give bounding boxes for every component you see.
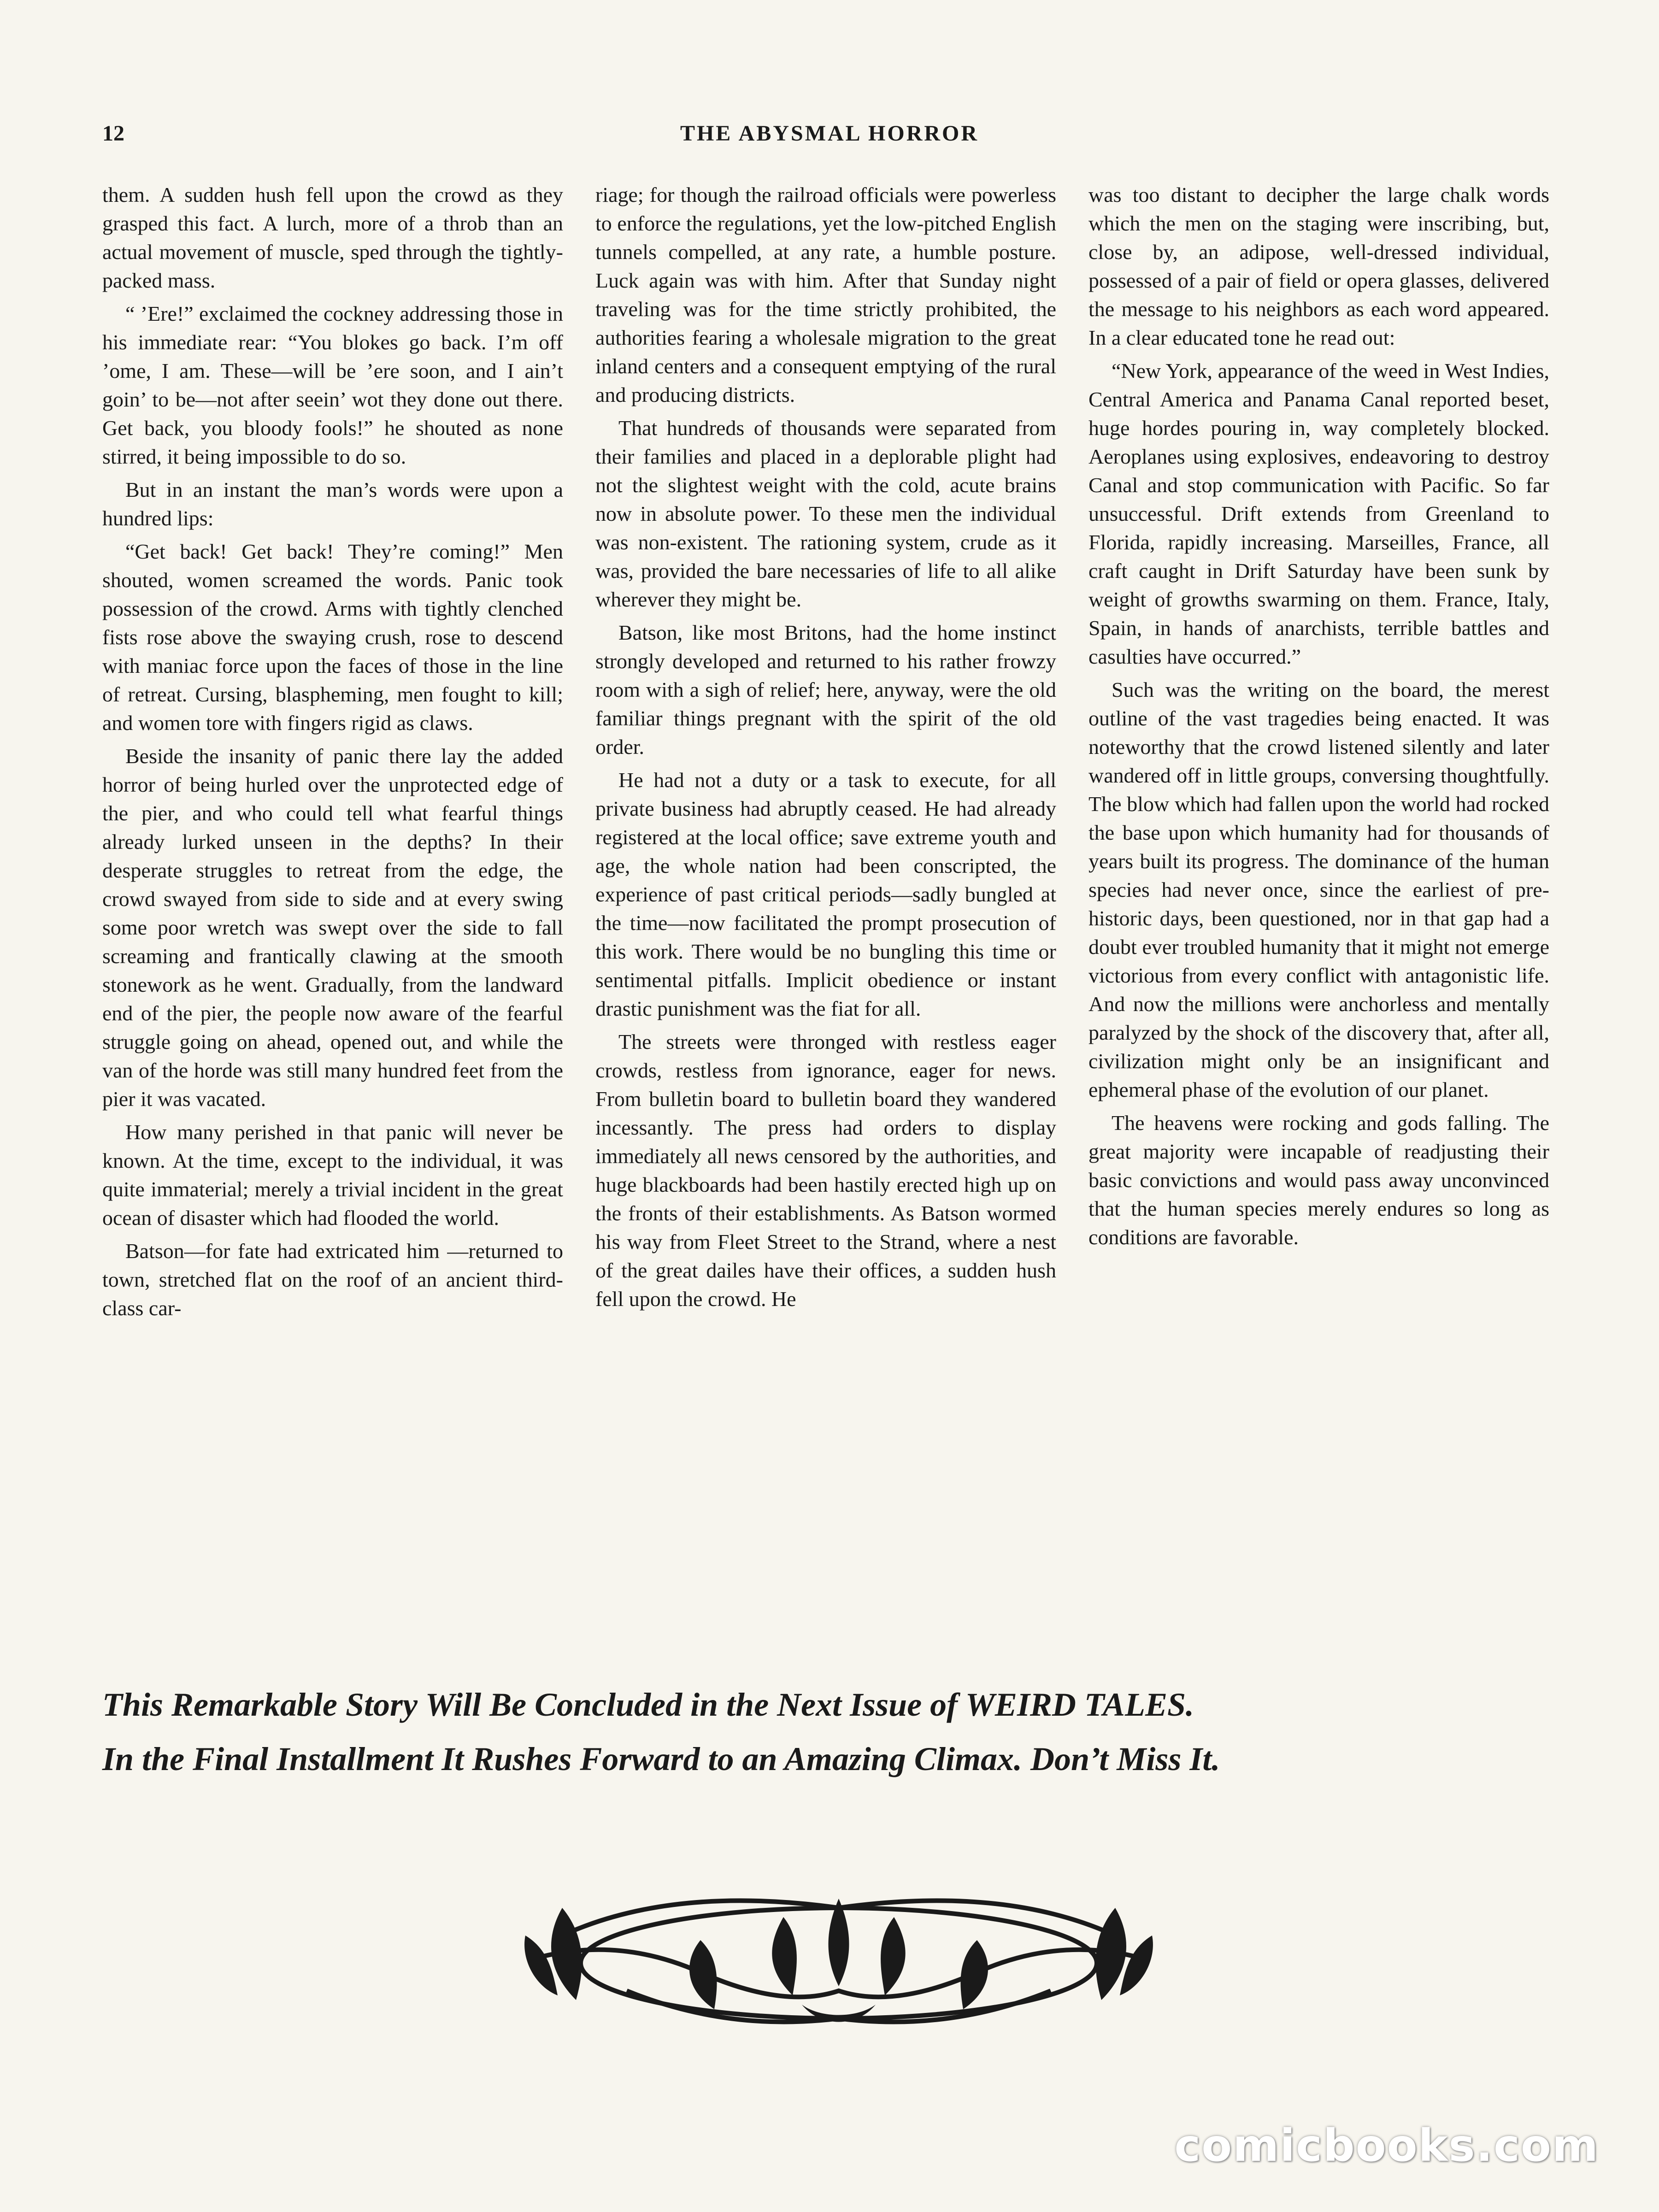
notice-line-2: In the Final Installment It Rushes Forward to an Amazing Climax. Don’t Miss It.	[102, 1741, 1220, 1777]
paragraph: But in an instant the man’s words were upon a hundred lips:	[102, 478, 563, 530]
paragraph: “New York, appearance of the weed in West Indies, Central America and Panama Canal reported beset, huge hordes pouring in, way completely blocked. Aeroplanes using explosives, endeavoring to destroy Canal and stop communication with Pacific. So far unsuccessful. Drift extends from Greenland to Florida, rapidly increasing. Marseilles, France, all craft caught in Drift Saturday have been sunk by weight of growths swarming on them. France, Italy, Spain, in hands of anarchists, terrible battles and casulties have occurred.”	[1088, 359, 1549, 668]
paragraph: Beside the insanity of panic there lay the added horror of being hurled over the unprotected edge of the pier, and who could tell what fearful things already lurked unseen in the depths? In their desperate struggles to retreat from the edge, the crowd swayed from side to side and at every swing some poor wretch was swept over the side to fall screaming and frantically clawing at the smooth stonework as he went. Gradually, from the landward end of the pier, the people now aware of the fearful struggle going on ahead, opened out, and while the van of the horde was still many hundred feet from the pier it was vacated.	[102, 744, 563, 1111]
paragraph: How many perished in that panic will never be known. At the time, except to the individual, it was quite immaterial; merely a trivial incident in the great ocean of disaster which had flooded the world.	[102, 1120, 563, 1230]
page-number: 12	[102, 121, 124, 146]
floral-ornament-icon	[507, 1880, 1171, 2037]
column-2	[595, 181, 1056, 1327]
column-1	[102, 181, 563, 1327]
article-body	[102, 181, 1549, 1327]
paragraph: He had not a duty or a task to execute, for all private business had abruptly ceased. He had already registered at the local office; save extreme youth and age, the whole nation had been conscripted, the experience of past critical periods—sadly bungled at the time—now facilitated the prompt prosecution of this work. There would be no bungling this time or sentimental pitfalls. Implicit obedience or instant drastic punishment was the fiat for all.	[595, 768, 1056, 1020]
paragraph: them. A sudden hush fell upon the crowd as they grasped this fact. A lurch, more of a throb than an actual movement of muscle, sped through the tightly-packed mass.	[102, 183, 563, 292]
paragraph: was too distant to decipher the large chalk words which the men on the staging were inscribing, but, close by, an adipose, well-dressed individual, possessed of a pair of field or opera glasses, delivered the message to his neighbors as each word appeared. In a clear educated tone he read out:	[1088, 183, 1549, 349]
paragraph: Batson, like most Britons, had the home instinct strongly developed and returned to his rather frowzy room with a sigh of relief; here, anyway, were the old familiar things pregnant with the spirit of the old order.	[595, 621, 1056, 759]
continued-notice	[102, 1677, 1549, 1786]
paragraph: Such was the writing on the board, the merest outline of the vast tragedies being enacted. It was noteworthy that the crowd listened silently and later wandered off in little groups, conversing thoughtfully. The blow which had fallen upon the world had rocked the base upon which humanity had for thousands of years built its progress. The dominance of the human species had never once, since the earliest of pre-historic days, been questioned, nor in that gap had a doubt ever troubled humanity that it might not emerge victorious from every conflict with antagonistic life. And now the millions were anchorless and mentally paralyzed by the shock of the discovery that, after all, civilization might only be an insignificant and ephemeral phase of the evolution of our planet.	[1088, 678, 1549, 1101]
notice-line-1: This Remarkable Story Will Be Concluded in the Next Issue of WEIRD TALES.	[102, 1686, 1194, 1723]
paragraph: The streets were thronged with restless eager crowds, restless from ignorance, eager for news. From bulletin board to bulletin board they wandered incessantly. The press had orders to display immediately all news censored by the authorities, and huge blackboards had been hastily erected high up on the fronts of their establishments. As Batson wormed his way from Fleet Street to the Strand, where a nest of the great dailes have their offices, a sudden hush fell upon the crowd. He	[595, 1030, 1056, 1311]
column-3	[1088, 181, 1549, 1327]
paragraph: riage; for though the railroad officials were powerless to enforce the regulations, yet the low-pitched English tunnels compelled, at any rate, a humble posture. Luck again was with him. After that Sunday night traveling was for the time strictly prohibited, the authorities fearing a wholesale migration to the great inland centers and a consequent emptying of the rural and producing districts.	[595, 183, 1056, 406]
paragraph: “ ’Ere!” exclaimed the cockney addressing those in his immediate rear: “You blokes go back. I’m off ’ome, I am. These—will be ’ere soon, and I ain’t goin’ to be—not after seein’ wot they done out there. Get back, you bloody fools!” he shouted as none stirred, it being impossible to do so.	[102, 302, 563, 468]
paragraph: Batson—for fate had extricated him —returned to town, stretched flat on the roof of an ancient third-class car-	[102, 1239, 563, 1320]
running-title: THE ABYSMAL HORROR	[680, 121, 979, 146]
paragraph: That hundreds of thousands were separated from their families and placed in a deplorable plight had not the slightest weight with the cold, acute brains now in absolute power. To these men the individual was non-existent. The rationing system, crude as it was, provided the bare necessaries of life to all alike wherever they might be.	[595, 416, 1056, 611]
paragraph: “Get back! Get back! They’re coming!” Men shouted, women screamed the words. Panic took possession of the crowd. Arms with tightly clenched fists rose above the swaying crush, rose to descend with maniac force upon the faces of those in the line of retreat. Cursing, blaspheming, men fought to kill; and women tore with fingers rigid as claws.	[102, 540, 563, 735]
paragraph: The heavens were rocking and gods falling. The great majority were incapable of readjusting their basic convictions and would pass away unconvinced that the human species merely endures so long as conditions are favorable.	[1088, 1111, 1549, 1249]
watermark: comicbooks.com	[1174, 2120, 1599, 2171]
